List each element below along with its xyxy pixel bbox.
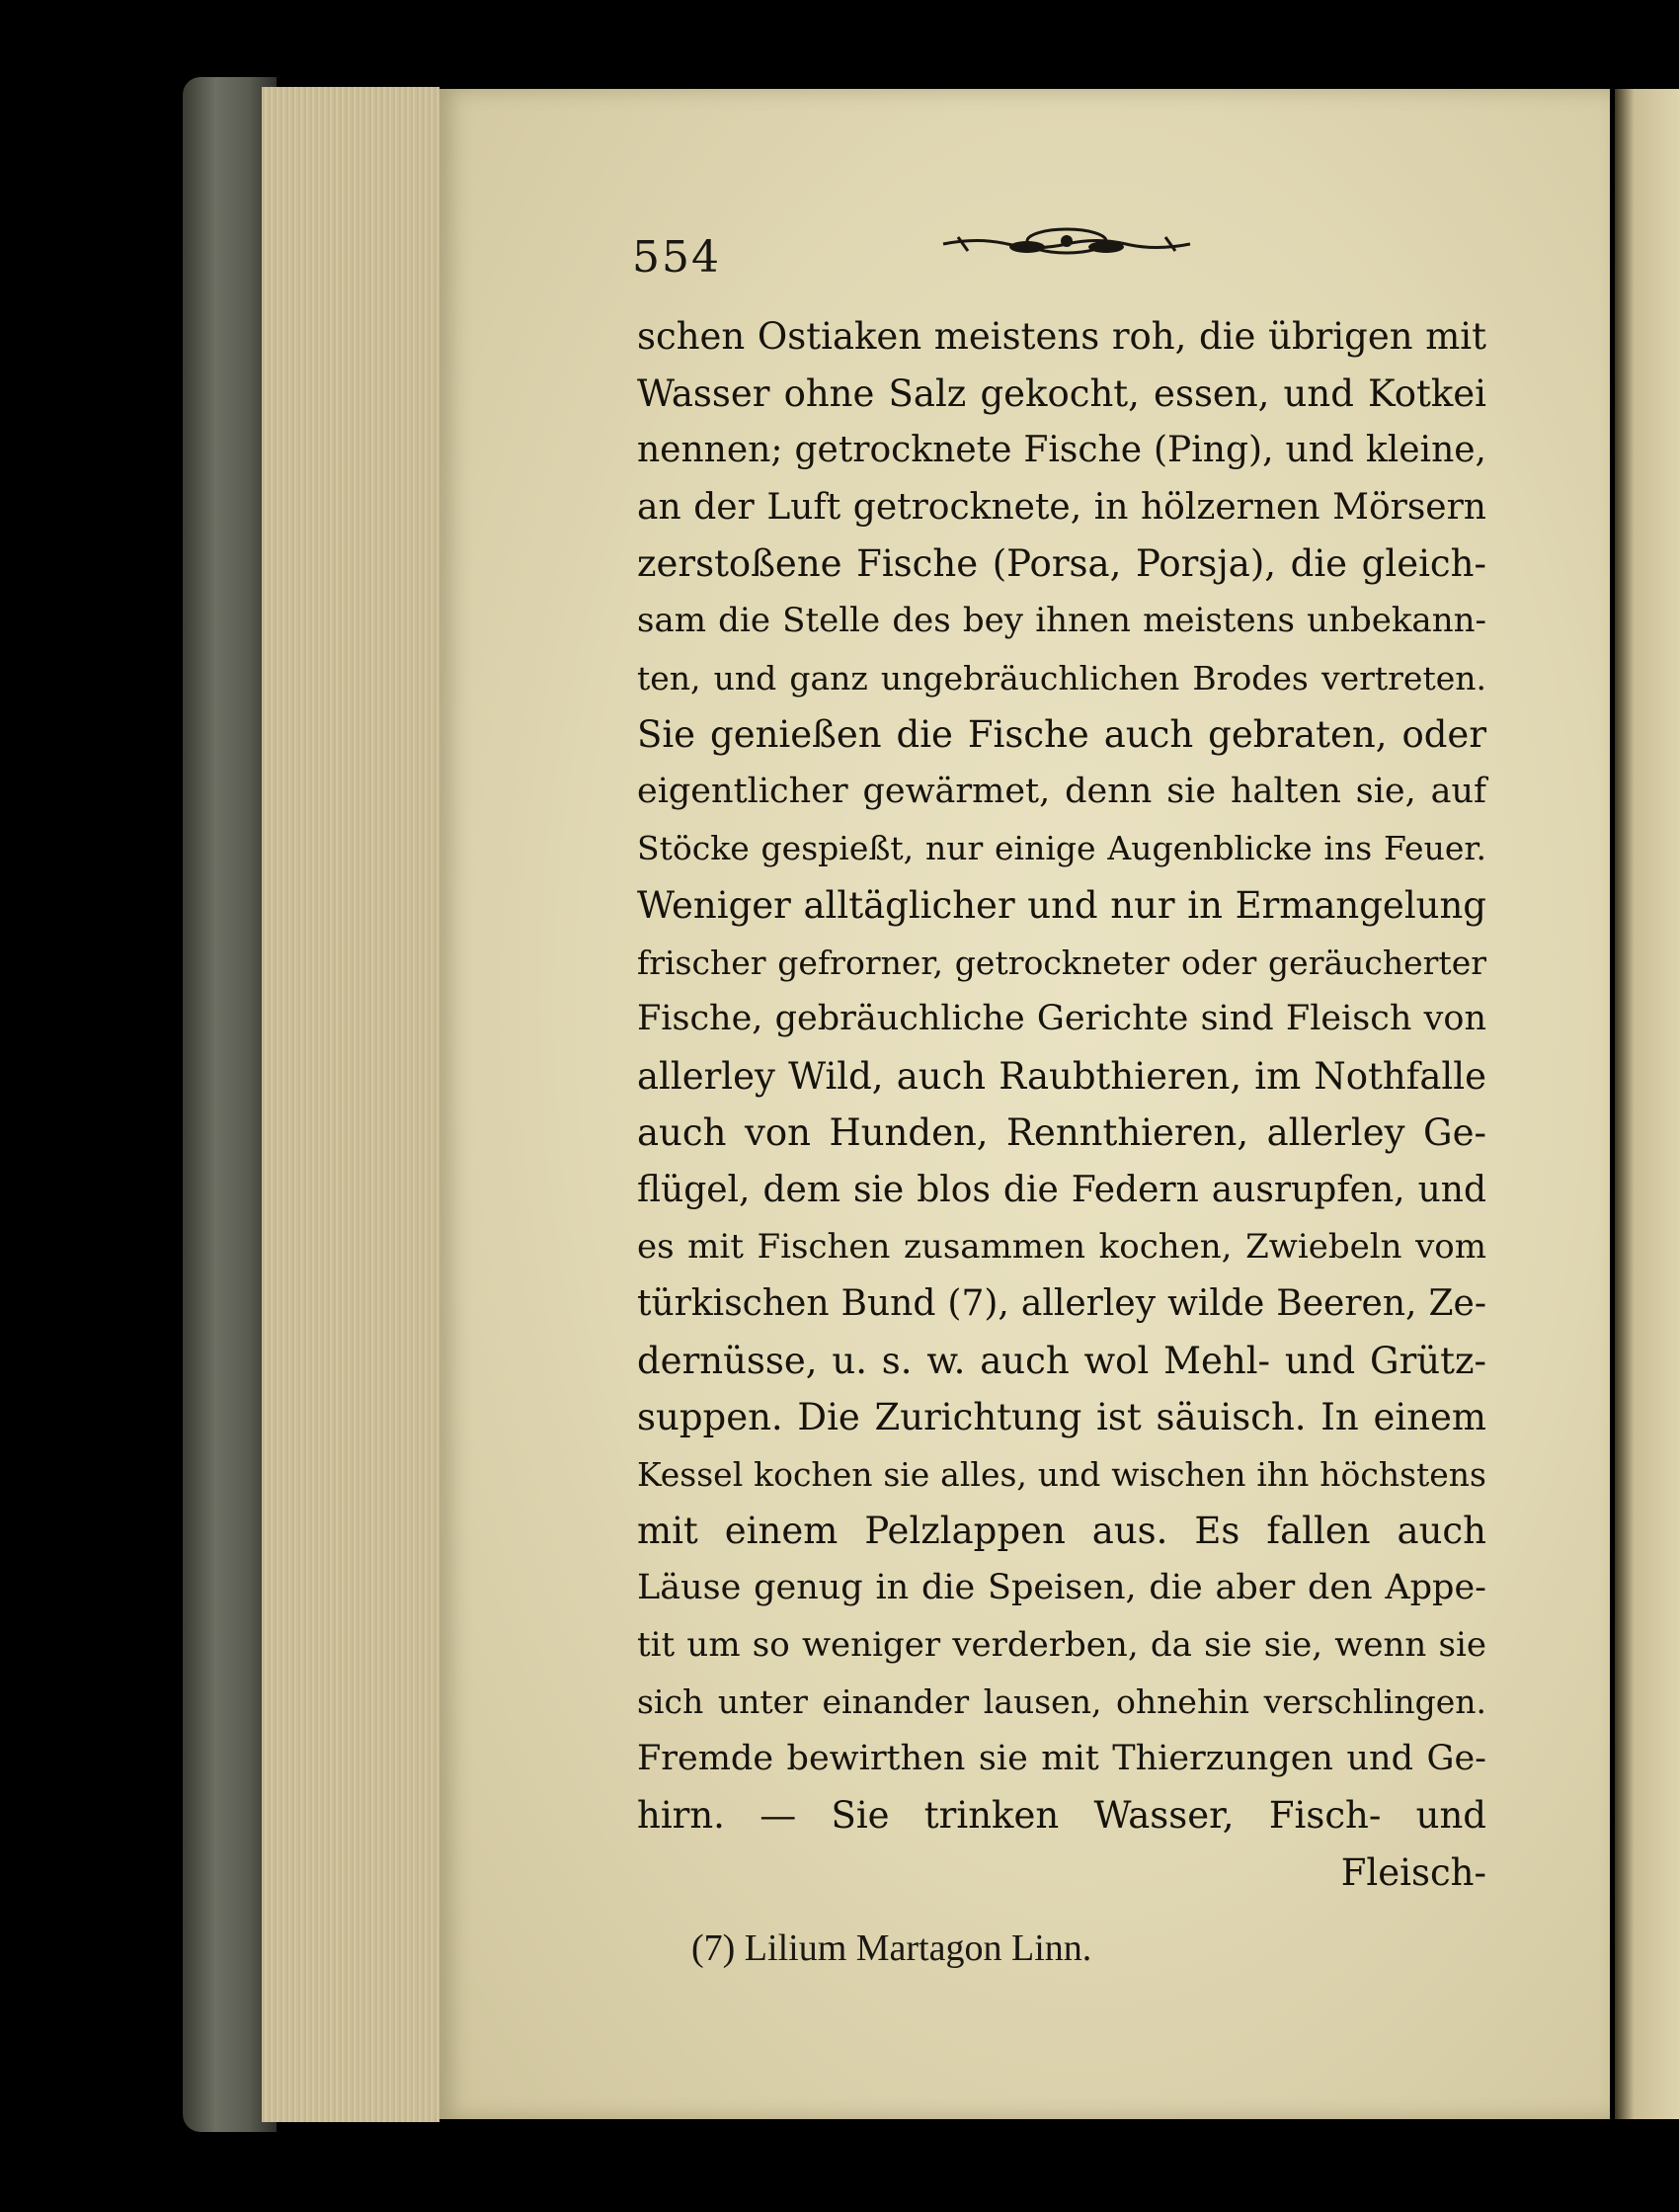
text-line: sich unter einander lausen, ohnehin verschlingen.: [637, 1682, 1486, 1722]
text-line: frischer gefrorner, getrockneter oder geräucherter: [637, 942, 1486, 982]
page-block-edges: [262, 87, 440, 2122]
text-line: türkischen Bund (7), allerley wilde Beeren, Ze-: [637, 1283, 1486, 1325]
text-line: Weniger alltäglicher und nur in Ermangelung: [637, 883, 1486, 927]
text-line: allerley Wild, auch Raubthieren, im Nothfalle: [637, 1054, 1486, 1098]
text-line: hirn. — Sie trinken Wasser, Fisch- und: [637, 1794, 1486, 1838]
footnote: (7) Lilium Martagon Linn.: [691, 1927, 1092, 1969]
text-line: Stöcke gespießt, nur einige Augenblicke ins Feuer.: [637, 829, 1486, 868]
text-line: Fremde bewirthen sie mit Thierzungen und Ge-: [637, 1738, 1486, 1778]
text-line: mit einem Pelzlappen aus. Es fallen auch: [637, 1510, 1486, 1553]
body-text: [637, 308, 1486, 1902]
text-line: Kessel kochen sie alles, und wischen ihn höchstens: [637, 1454, 1486, 1494]
text-line: nennen; getrocknete Fische (Ping), und kleine,: [637, 430, 1486, 471]
text-line: an der Luft getrocknete, in hölzernen Mörsern: [637, 486, 1486, 528]
text-line: ten, und ganz ungebräuchlichen Brodes vertreten.: [637, 658, 1486, 697]
facing-page-edge: [1615, 89, 1679, 2119]
text-line: Fische, gebräuchliche Gerichte sind Fleisch von: [637, 999, 1486, 1039]
text-line: es mit Fischen zusammen kochen, Zwiebeln vom: [637, 1226, 1486, 1267]
catchword: Fleisch-: [1340, 1851, 1486, 1895]
text-line: auch von Hunden, Rennthieren, allerley Ge-: [637, 1111, 1486, 1155]
text-line: zerstoßene Fische (Porsa, Porsja), die gleich-: [637, 542, 1486, 586]
text-line: Sie genießen die Fische auch gebraten, oder: [637, 713, 1486, 757]
text-line: Läuse genug in die Speisen, die aber den Appe-: [637, 1568, 1486, 1608]
page-number: 554: [632, 232, 721, 283]
text-line: schen Ostiaken meistens roh, die übrigen mit: [637, 315, 1486, 358]
text-line: suppen. Die Zurichtung ist säuisch. In einem: [637, 1396, 1486, 1439]
text-line: sam die Stelle des bey ihnen meistens unbekann-: [637, 600, 1486, 640]
text-line: eigentlicher gewärmet, denn sie halten sie, auf: [637, 771, 1486, 811]
text-line: Wasser ohne Salz gekocht, essen, und Kotkei: [637, 371, 1486, 415]
text-line: dernüsse, u. s. w. auch wol Mehl- und Grütz-: [637, 1339, 1486, 1382]
text-line: tit um so weniger verderben, da sie sie, wenn sie: [637, 1624, 1486, 1665]
ornament-icon: [938, 219, 1195, 269]
text-line: flügel, dem sie blos die Federn ausrupfen, und: [637, 1169, 1486, 1210]
